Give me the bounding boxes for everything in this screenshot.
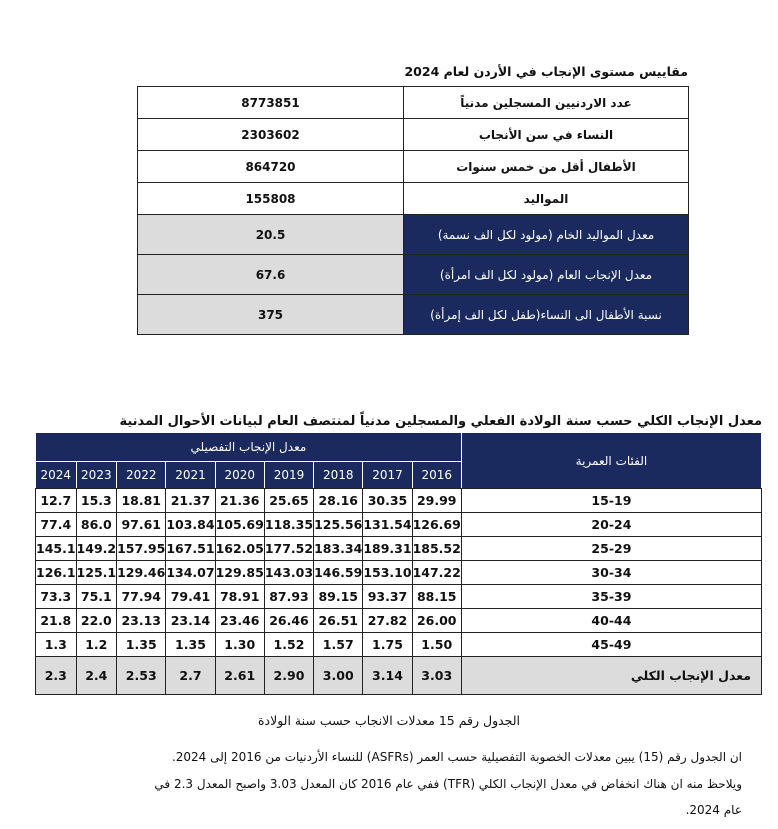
table-caption: الجدول رقم 15 معدلات الانجاب حسب سنة الولادة: [257, 713, 521, 728]
table-row: [36, 561, 762, 585]
rate-cell: 88.15: [412, 585, 461, 609]
measure-row: [138, 87, 689, 119]
rate-cell: 189.31: [363, 537, 412, 561]
measure-label: معدل الإنجاب العام (مولود لكل الف امرأة): [404, 255, 689, 295]
rate-cell: 1.35: [117, 633, 166, 657]
rate-cell: 26.46: [264, 609, 313, 633]
rate-cell: 21.37: [166, 489, 215, 513]
tfr-table: [35, 432, 762, 695]
rate-cell: 15.3: [76, 489, 117, 513]
total-cell: 3.00: [314, 657, 363, 695]
rate-cell: 1.2: [76, 633, 117, 657]
rate-cell: 26.00: [412, 609, 461, 633]
measure-row: [138, 255, 689, 295]
measure-value: 67.6: [138, 255, 404, 295]
rate-cell: 79.41: [166, 585, 215, 609]
measure-label: النساء في سن الأنجاب: [404, 119, 689, 151]
rate-cell: 129.46: [117, 561, 166, 585]
total-label: معدل الإنجاب الكلي: [461, 657, 761, 695]
year-header: 2024: [36, 462, 77, 489]
measure-value: 864720: [138, 151, 404, 183]
tfr-table-title: معدل الإنجاب الكلي حسب سنة الولادة الفعلي والمسجلين مدنياً لمنتصف العام لبيانات الأحوال المدنية: [119, 414, 762, 429]
measure-label: المواليد: [404, 183, 689, 215]
rate-cell: 129.85: [215, 561, 264, 585]
rate-cell: 18.81: [117, 489, 166, 513]
rate-cell: 1.30: [215, 633, 264, 657]
rate-cell: 134.07: [166, 561, 215, 585]
table-row: [36, 633, 762, 657]
year-header: 2020: [215, 462, 264, 489]
rate-cell: 23.13: [117, 609, 166, 633]
measure-label: نسبة الأطفال الى النساء(طفل لكل الف إمرأة): [404, 295, 689, 335]
rate-cell: 125.1: [76, 561, 117, 585]
rate-cell: 1.3: [36, 633, 77, 657]
total-cell: 2.61: [215, 657, 264, 695]
rate-cell: 183.34: [314, 537, 363, 561]
year-header: 2017: [363, 462, 412, 489]
total-cell: 2.53: [117, 657, 166, 695]
age-groups-header: الفئات العمرية: [461, 433, 761, 489]
paragraph-line: ان الجدول رقم (15) يبين معدلات الخصوبة التفصيلية حسب العمر (ASFRs) للنساء الأردنيات من 2016 إلى 2024.: [171, 750, 742, 764]
table-row: [36, 489, 762, 513]
age-group: 25-29: [461, 537, 761, 561]
total-cell: 2.90: [264, 657, 313, 695]
rate-cell: 77.94: [117, 585, 166, 609]
measure-row: [138, 183, 689, 215]
measure-label: معدل المواليد الخام (مولود لكل الف نسمة): [404, 215, 689, 255]
fertility-measures-table: [137, 86, 689, 335]
rate-cell: 73.3: [36, 585, 77, 609]
total-cell: 2.7: [166, 657, 215, 695]
measure-value: 2303602: [138, 119, 404, 151]
measure-row: [138, 151, 689, 183]
rate-cell: 177.52: [264, 537, 313, 561]
rate-cell: 12.7: [36, 489, 77, 513]
fertility-measures-title: مقاييس مستوى الإنجاب في الأردن لعام 2024: [404, 64, 688, 79]
rate-cell: 126.69: [412, 513, 461, 537]
rate-cell: 103.84: [166, 513, 215, 537]
rate-cell: 143.03: [264, 561, 313, 585]
age-group: 15-19: [461, 489, 761, 513]
age-group: 30-34: [461, 561, 761, 585]
year-header: 2016: [412, 462, 461, 489]
rate-cell: 1.35: [166, 633, 215, 657]
rate-cell: 118.35: [264, 513, 313, 537]
rate-cell: 29.99: [412, 489, 461, 513]
rate-cell: 30.35: [363, 489, 412, 513]
rate-cell: 21.36: [215, 489, 264, 513]
year-header: 2022: [117, 462, 166, 489]
age-group: 45-49: [461, 633, 761, 657]
age-group: 40-44: [461, 609, 761, 633]
measure-value: 8773851: [138, 87, 404, 119]
rate-cell: 87.93: [264, 585, 313, 609]
rate-cell: 145.1: [36, 537, 77, 561]
rate-cell: 162.05: [215, 537, 264, 561]
rate-cell: 126.1: [36, 561, 77, 585]
total-cell: 2.3: [36, 657, 77, 695]
measure-value: 155808: [138, 183, 404, 215]
rate-cell: 1.52: [264, 633, 313, 657]
rate-cell: 27.82: [363, 609, 412, 633]
table-row: [36, 513, 762, 537]
rate-cell: 21.8: [36, 609, 77, 633]
year-header: 2018: [314, 462, 363, 489]
age-group: 20-24: [461, 513, 761, 537]
rate-cell: 157.95: [117, 537, 166, 561]
measure-label: عدد الاردنيين المسجلين مدنياً: [404, 87, 689, 119]
age-group: 35-39: [461, 585, 761, 609]
rate-cell: 167.51: [166, 537, 215, 561]
rate-cell: 97.61: [117, 513, 166, 537]
rate-cell: 77.4: [36, 513, 77, 537]
measure-row: [138, 119, 689, 151]
rate-cell: 146.59: [314, 561, 363, 585]
rate-cell: 125.56: [314, 513, 363, 537]
rate-cell: 22.0: [76, 609, 117, 633]
rate-cell: 105.69: [215, 513, 264, 537]
detailed-rate-header: معدل الإنجاب التفصيلي: [36, 433, 462, 462]
measure-value: 375: [138, 295, 404, 335]
measure-label: الأطفال أقل من خمس سنوات: [404, 151, 689, 183]
rate-cell: 26.51: [314, 609, 363, 633]
total-cell: 2.4: [76, 657, 117, 695]
rate-cell: 23.46: [215, 609, 264, 633]
measure-row: [138, 295, 689, 335]
year-header: 2023: [76, 462, 117, 489]
year-header: 2019: [264, 462, 313, 489]
rate-cell: 1.57: [314, 633, 363, 657]
rate-cell: 75.1: [76, 585, 117, 609]
rate-cell: 153.10: [363, 561, 412, 585]
table-row: [36, 609, 762, 633]
rate-cell: 89.15: [314, 585, 363, 609]
year-header: 2021: [166, 462, 215, 489]
rate-cell: 131.54: [363, 513, 412, 537]
rate-cell: 86.0: [76, 513, 117, 537]
measure-row: [138, 215, 689, 255]
table-row: [36, 537, 762, 561]
rate-cell: 185.52: [412, 537, 461, 561]
total-cell: 3.14: [363, 657, 412, 695]
rate-cell: 25.65: [264, 489, 313, 513]
paragraph-line: ويلاحظ منه ان هناك انخفاض في معدل الإنجاب الكلي (TFR) ففي عام 2016 كان المعدل 3.03 واصبح المعدل 2.3 في: [154, 777, 742, 791]
table-row: [36, 585, 762, 609]
paragraph-line: عام 2024.: [685, 803, 742, 817]
rate-cell: 23.14: [166, 609, 215, 633]
rate-cell: 1.50: [412, 633, 461, 657]
rate-cell: 149.2: [76, 537, 117, 561]
total-cell: 3.03: [412, 657, 461, 695]
total-row: [36, 657, 762, 695]
rate-cell: 147.22: [412, 561, 461, 585]
rate-cell: 78.91: [215, 585, 264, 609]
measure-value: 20.5: [138, 215, 404, 255]
rate-cell: 93.37: [363, 585, 412, 609]
rate-cell: 1.75: [363, 633, 412, 657]
rate-cell: 28.16: [314, 489, 363, 513]
